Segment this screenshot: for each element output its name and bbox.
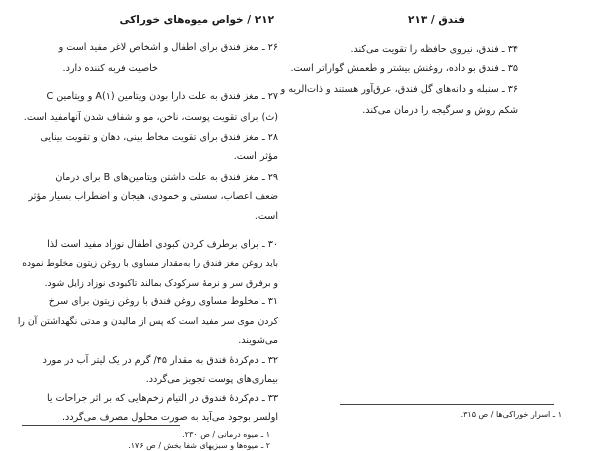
text-line: کردن موی سر مفید است که پس از مالیدن و مدتی نگهداشتن آن را (17, 316, 278, 327)
text-line: ۲۹ ـ مغز فندق به علت داشتن ویتامین‌های B برای درمان (55, 172, 278, 183)
left-page-header: ۲۱۲ / خواص میوه‌های خوراکی (119, 14, 274, 26)
footnote-rule (340, 404, 554, 405)
right-page (280, 0, 600, 451)
text-line: بیماری‌های پوست تجویز می‌گردد. (145, 374, 278, 385)
text-line: ۳۳ ـ دم‌کردهٔ فندوق در التیام زخم‌هایی که بر اثر جراحات یا (46, 393, 278, 404)
text-line: ۳۰ ـ برای برطرف کردن کبودی اطفال نوزاد مفید است لذا (47, 239, 278, 250)
text-line: مؤثر است. (233, 151, 278, 162)
text-line: و برفرق سر و نرمهٔ سرکودک بمالند تاکبودی نوزاد زایل شود. (44, 278, 278, 289)
text-line: ۲۶ ـ مغز فندق برای اطفال و اشخاص لاغر مفید است و (58, 42, 278, 53)
footnote: ۱ ـ اسرار خوراکی‌ها / ص ۳۱۵. (460, 410, 562, 419)
text-line: اولسر بوجود می‌آید به صورت محلول مصرف می‌گردد. (61, 412, 278, 423)
text-line: ۳۲ ـ دم‌کردهٔ فندق به مقدار ۴۵/ گرم در یک لیتر آب در مورد (42, 355, 278, 366)
text-line: ضعف اعصاب، سستی و خمودی، هیجان و اضطراب بسیار مؤثر (28, 191, 278, 202)
text-line: ۳۶ ـ سنبله و دانه‌های گل فندق، عرق‌آور هستند و ذات‌الریه و (280, 84, 518, 95)
footnote-rule (22, 425, 180, 426)
text-line: ۳۵ ـ فندق بو داده، روغنش بیشتر و طعمش گواراتر است. (290, 63, 518, 74)
text-line: ۲۸ ـ مغز فندق برای تقویت مخاط بینی، دهان و تقویت بینایی (40, 132, 278, 143)
text-line: می‌شویند. (238, 335, 278, 346)
text-line: خاصیت فربه کننده دارد. (62, 63, 158, 74)
text-line: ۲۷ ـ مغز فندق به علت دارا بودن ویتامین A(۱) و ویتامین C (46, 91, 278, 102)
text-line: شکم روش و سرگیجه را درمان می‌کند. (362, 105, 518, 116)
footnote: ۲ ـ میوه‌ها و سبزیهای شفا بخش / ص ۱۷۶. (128, 441, 270, 450)
text-line: ۳۴ ـ فندق، نیروی حافظه را تقویت می‌کند. (350, 44, 518, 55)
text-line: ۳۱ ـ مخلوط مساوی روغن فندق با روغن زیتون برای سرخ (48, 296, 278, 307)
text-line: است. (254, 211, 278, 222)
right-page-header: فندق / ۲۱۳ (408, 14, 465, 26)
text-line: (ث) برای تقویت پوست، ناخن، مو و شفاف شدن آنهامفید است. (23, 112, 278, 123)
footnote: ۱ ـ میوه درمانی / ص ۲۳۰. (182, 430, 270, 439)
text-line: باید روغن مغز فندق را به‌مقدار مساوی با روغن زیتون مخلوط نموده (22, 259, 278, 269)
